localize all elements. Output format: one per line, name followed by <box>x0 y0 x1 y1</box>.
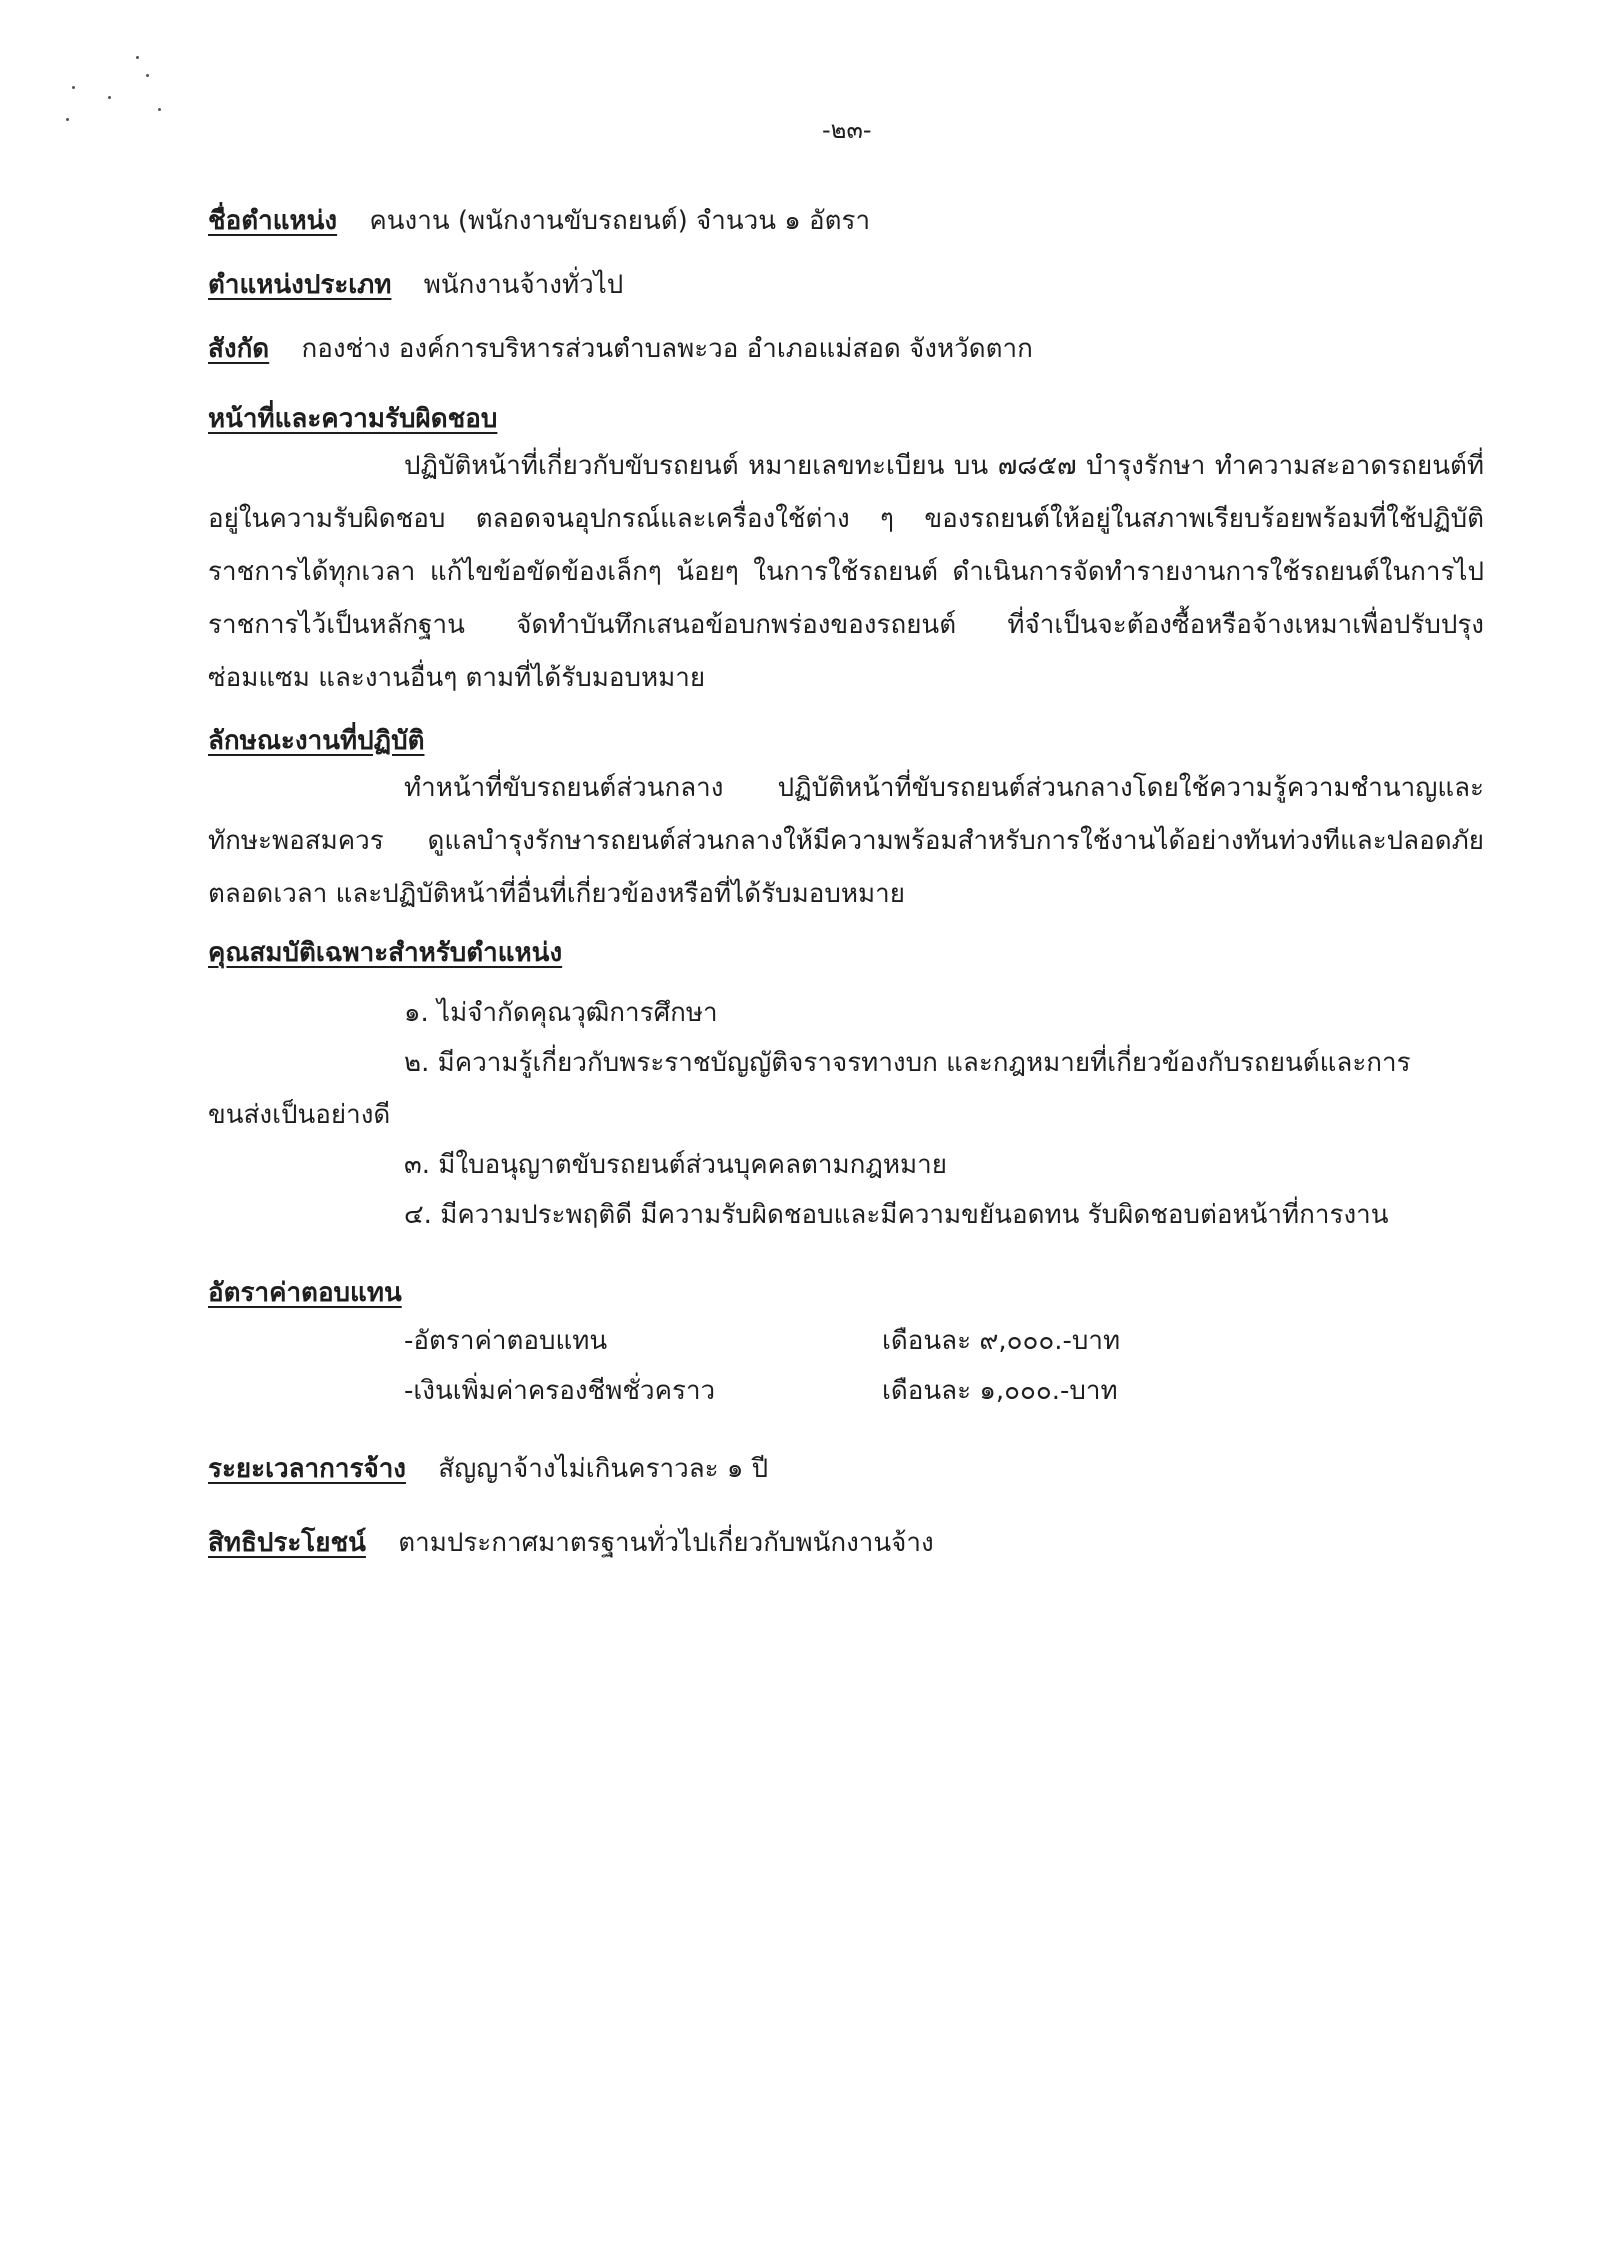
benefits-value: ตามประกาศมาตรฐานทั่วไปเกี่ยวกับพนักงานจ้าง <box>398 1528 934 1558</box>
employment-period-label: ระยะเวลาการจ้าง <box>208 1454 406 1484</box>
compensation-row-2-label: -เงินเพิ่มค่าครองชีพชั่วคราว <box>404 1376 716 1406</box>
affiliation-label: สังกัด <box>208 334 270 364</box>
employment-period-value: สัญญาจ้างไม่เกินคราวละ ๑ ปี <box>438 1454 769 1484</box>
qualification-item-2-line-1: ๒. มีความรู้เกี่ยวกับพระราชบัญญัติจราจรทางบก และกฎหมายที่เกี่ยวข้องกับรถยนต์และการ <box>404 1048 1411 1078</box>
duties-paragraph <box>208 440 1484 705</box>
scan-speck <box>66 118 69 121</box>
position-type-label: ตำแหน่งประเภท <box>208 270 392 300</box>
qualification-item-2-line-2: ขนส่งเป็นอย่างดี <box>208 1100 391 1130</box>
benefits-label: สิทธิประโยชน์ <box>208 1528 366 1558</box>
position-type-line <box>208 264 623 305</box>
qualification-item-4: ๔. มีความประพฤติดี มีความรับผิดชอบและมีความขยันอดทน รับผิดชอบต่อหน้าที่การงาน <box>404 1200 1389 1230</box>
compensation-row-2-amount: เดือนละ ๑,๐๐๐.-บาท <box>882 1376 1118 1406</box>
work-nature-text: ทำหน้าที่ขับรถยนต์ส่วนกลาง ปฏิบัติหน้าที่ขับรถยนต์ส่วนกลางโดยใช้ความรู้ความชำนาญและทักษะพอสมควร ดูแลบำรุงรักษารถยนต์ส่วนกลางให้มีความพร้อมสำหรับการใช้งานได้อย่างทันท่วงทีและปลอดภัยตลอดเวลา และปฏิบัติหน้าที่อื่นที่เกี่ยวข้องหรือที่ได้รับมอบหมาย <box>208 773 1484 909</box>
position-label: ชื่อตำแหน่ง <box>208 206 338 236</box>
compensation-heading: อัตราค่าตอบแทน <box>208 1278 402 1308</box>
scan-speck <box>136 56 139 59</box>
benefits-line <box>208 1522 934 1563</box>
scan-speck <box>146 74 149 77</box>
duties-heading: หน้าที่และความรับผิดชอบ <box>208 404 498 434</box>
affiliation-line <box>208 328 1033 369</box>
compensation-row-1-amount: เดือนละ ๙,๐๐๐.-บาท <box>882 1326 1121 1356</box>
employment-period-line <box>208 1448 768 1489</box>
position-value: คนงาน (พนักงานขับรถยนต์) จำนวน ๑ อัตรา <box>369 206 871 236</box>
scan-speck <box>158 108 161 111</box>
scan-speck <box>108 96 111 99</box>
qualification-item-3: ๓. มีใบอนุญาตขับรถยนต์ส่วนบุคคลตามกฎหมาย <box>404 1150 947 1180</box>
work-nature-paragraph <box>208 762 1484 921</box>
compensation-row-1-label: -อัตราค่าตอบแทน <box>404 1326 608 1356</box>
page-number: -๒๓- <box>822 116 872 144</box>
position-line <box>208 200 870 241</box>
qualifications-heading: คุณสมบัติเฉพาะสำหรับตำแหน่ง <box>208 938 563 968</box>
duties-text: ปฏิบัติหน้าที่เกี่ยวกับขับรถยนต์ หมายเลขทะเบียน บน ๗๘๕๗ บำรุงรักษา ทำความสะอาดรถยนต์ที่อยู่ในความรับผิดชอบ ตลอดจนอุปกรณ์และเครื่องใช้ต่าง ๆ ของรถยนต์ให้อยู่ในสภาพเรียบร้อยพร้อมที่ใช้ปฏิบัติราชการได้ทุกเวลา แก้ไขข้อขัดข้องเล็กๆ น้อยๆ ในการใช้รถยนต์ ดำเนินการจัดทำรายงานการใช้รถยนต์ในการไปราชการไว้เป็นหลักฐาน จัดทำบันทึกเสนอข้อบกพร่องของรถยนต์ ที่จำเป็นจะต้องซื้อหรือจ้างเหมาเพื่อปรับปรุงซ่อมแซม และงานอื่นๆ ตามที่ได้รับมอบหมาย <box>208 451 1484 693</box>
work-nature-heading: ลักษณะงานที่ปฏิบัติ <box>208 726 425 756</box>
scan-speck <box>72 86 75 89</box>
position-type-value: พนักงานจ้างทั่วไป <box>423 270 624 300</box>
affiliation-value: กองช่าง องค์การบริหารส่วนตำบลพะวอ อำเภอแม่สอด จังหวัดตาก <box>301 334 1033 364</box>
qualification-item-1: ๑. ไม่จำกัดคุณวุฒิการศึกษา <box>404 998 718 1028</box>
